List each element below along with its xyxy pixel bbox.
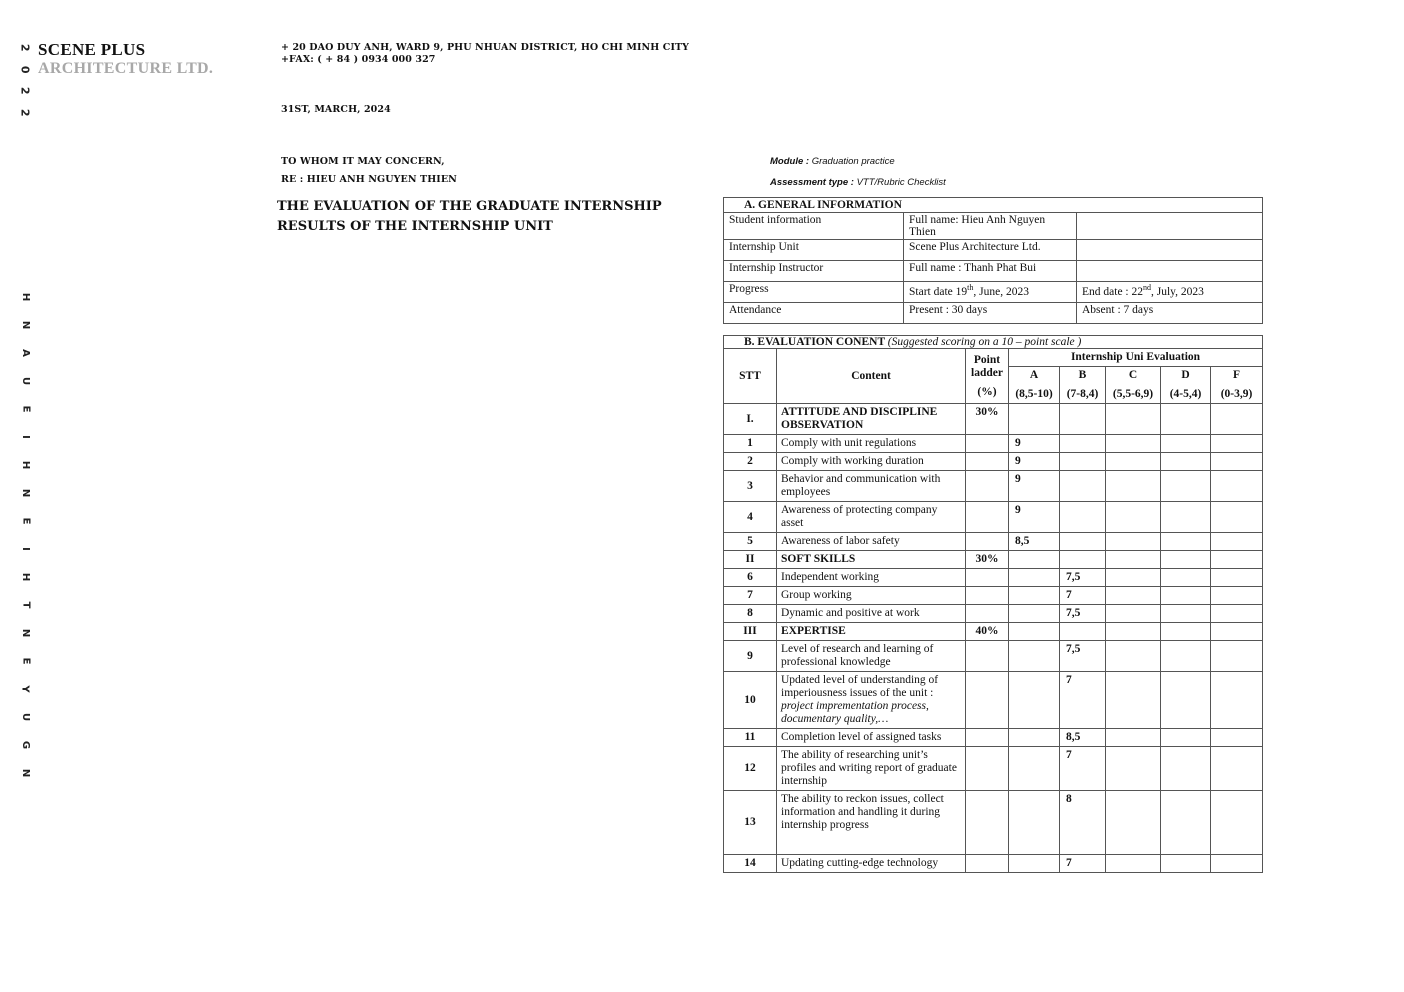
general-info-value: Present : 30 days: [904, 303, 1077, 324]
row-score-b: 7: [1060, 672, 1106, 729]
row-content: [777, 435, 966, 453]
row-score-f: [1211, 533, 1263, 551]
row-content: [777, 672, 966, 729]
header-content: Content: [777, 349, 966, 404]
row-percent: [966, 533, 1009, 551]
row-content: [777, 747, 966, 791]
criterion-row: [724, 569, 1263, 587]
company-logo-line2: ARCHITECTURE LTD.: [38, 60, 214, 77]
row-score-c: [1106, 587, 1161, 605]
grade-range: (0-3,9): [1220, 388, 1253, 400]
row-score-b: 7,5: [1060, 641, 1106, 672]
section-row: [724, 404, 1263, 435]
row-percent: [966, 672, 1009, 729]
row-score-f: [1211, 551, 1263, 569]
row-percent: [966, 729, 1009, 747]
row-content: [777, 502, 966, 533]
row-score-a: 8,5: [1009, 533, 1060, 551]
general-info-extra: [1077, 240, 1263, 261]
general-info-label: Attendance: [724, 303, 904, 324]
row-percent: [966, 453, 1009, 471]
section-row: [724, 551, 1263, 569]
grade-range: (5,5-6,9): [1112, 388, 1154, 400]
row-score-a: [1009, 404, 1060, 435]
row-content-text: ATTITUDE AND DISCIPLINE OBSERVATION: [781, 406, 938, 431]
row-score-b: [1060, 623, 1106, 641]
grade-letter: C: [1128, 369, 1138, 381]
row-score-c: [1106, 791, 1161, 855]
module-label: Module :: [770, 156, 810, 167]
row-score-f: [1211, 453, 1263, 471]
grade-letter: D: [1181, 369, 1190, 381]
side-name-char: H: [20, 292, 31, 302]
header-evaluation-group: Internship Uni Evaluation: [1009, 349, 1263, 367]
row-score-b: [1060, 471, 1106, 502]
row-percent: 30%: [966, 404, 1009, 435]
row-score-c: [1106, 747, 1161, 791]
row-score-f: [1211, 623, 1263, 641]
row-score-b: 7: [1060, 587, 1106, 605]
row-content-text: Independent working: [781, 571, 880, 583]
row-content-text: Awareness of labor safety: [781, 535, 900, 547]
row-score-d: [1161, 569, 1211, 587]
document-title-line1: THE EVALUATION OF THE GRADUATE INTERNSHIP: [277, 199, 662, 214]
general-info-value: Scene Plus Architecture Ltd.: [904, 240, 1077, 261]
row-score-a: [1009, 587, 1060, 605]
row-content: [777, 729, 966, 747]
row-score-a: [1009, 569, 1060, 587]
header-grade-d: [1161, 367, 1211, 404]
header-point-ladder: [966, 349, 1009, 404]
general-info-label: Student information: [724, 213, 904, 240]
criterion-row: [724, 453, 1263, 471]
row-stt: 3: [724, 471, 777, 502]
general-info-label: Internship Instructor: [724, 261, 904, 282]
row-content: [777, 551, 966, 569]
general-info-row: [724, 240, 1263, 261]
row-score-d: [1161, 791, 1211, 855]
criterion-row: [724, 533, 1263, 551]
general-info-label: Progress: [724, 282, 904, 303]
header-point-ladder-unit: (%): [977, 385, 997, 398]
side-name-char: U: [20, 376, 31, 386]
row-score-c: [1106, 533, 1161, 551]
row-content: [777, 623, 966, 641]
row-score-b: [1060, 533, 1106, 551]
side-name-char: N: [20, 768, 31, 778]
criterion-row: [724, 791, 1263, 855]
row-score-a: [1009, 729, 1060, 747]
row-stt: 12: [724, 747, 777, 791]
assessment-label: Assessment type :: [770, 177, 854, 188]
row-stt: 14: [724, 855, 777, 873]
general-info-title: A. GENERAL INFORMATION: [724, 198, 1263, 213]
row-score-f: [1211, 435, 1263, 453]
side-year-char: 2: [18, 108, 32, 117]
row-content: [777, 791, 966, 855]
row-stt: 6: [724, 569, 777, 587]
row-score-a: [1009, 623, 1060, 641]
row-score-f: [1211, 471, 1263, 502]
row-stt: 1: [724, 435, 777, 453]
row-percent: 40%: [966, 623, 1009, 641]
company-logo-line1: SCENE PLUS: [38, 40, 146, 59]
row-content: [777, 641, 966, 672]
module-value: Graduation practice: [811, 156, 895, 167]
row-stt: 2: [724, 453, 777, 471]
row-score-a: 9: [1009, 502, 1060, 533]
assessment-value: VTT/Rubric Checklist: [856, 177, 946, 188]
row-stt: 10: [724, 672, 777, 729]
assessment-line: [770, 177, 946, 188]
side-name-char: N: [20, 488, 31, 498]
header-grade-b: [1060, 367, 1106, 404]
row-score-b: [1060, 551, 1106, 569]
general-info-extra: [1077, 213, 1263, 240]
company-address: + 20 DAO DUY ANH, WARD 9, PHU NHUAN DISTRICT, HO CHI MINH CITY: [281, 42, 690, 53]
row-score-d: [1161, 747, 1211, 791]
row-score-c: [1106, 551, 1161, 569]
general-info-extra: End date : 22nd, July, 2023: [1077, 282, 1263, 303]
row-content: [777, 855, 966, 873]
criterion-row: [724, 435, 1263, 453]
row-stt: 7: [724, 587, 777, 605]
side-year-char: 0: [18, 65, 32, 74]
row-score-c: [1106, 641, 1161, 672]
row-score-a: [1009, 791, 1060, 855]
row-percent: [966, 569, 1009, 587]
general-info-label: Internship Unit: [724, 240, 904, 261]
row-score-c: [1106, 471, 1161, 502]
section-row: [724, 623, 1263, 641]
row-stt: 11: [724, 729, 777, 747]
row-score-f: [1211, 855, 1263, 873]
row-score-a: [1009, 672, 1060, 729]
row-score-b: 7,5: [1060, 569, 1106, 587]
row-content: [777, 587, 966, 605]
row-score-d: [1161, 471, 1211, 502]
company-fax: +FAX: ( + 84 ) 0934 000 327: [281, 54, 436, 65]
side-name-char: I: [19, 435, 31, 439]
evaluation-table: [723, 335, 1263, 873]
row-score-f: [1211, 729, 1263, 747]
row-percent: [966, 605, 1009, 623]
row-score-b: [1060, 502, 1106, 533]
side-name-char: N: [20, 320, 31, 330]
row-score-d: [1161, 551, 1211, 569]
grade-range: (8,5-10): [1015, 388, 1053, 400]
row-score-c: [1106, 855, 1161, 873]
row-score-c: [1106, 672, 1161, 729]
row-content: [777, 533, 966, 551]
row-score-a: [1009, 605, 1060, 623]
row-content-text: EXPERTISE: [781, 625, 846, 637]
side-name-char: H: [20, 572, 31, 582]
general-info-extra: Absent : 7 days: [1077, 303, 1263, 324]
row-percent: [966, 641, 1009, 672]
row-score-d: [1161, 855, 1211, 873]
row-stt: 8: [724, 605, 777, 623]
grade-letter: B: [1078, 369, 1087, 381]
criterion-row: [724, 605, 1263, 623]
row-stt: III: [724, 623, 777, 641]
side-year-char: 2: [18, 43, 32, 52]
row-stt: 5: [724, 533, 777, 551]
row-score-f: [1211, 404, 1263, 435]
row-percent: 30%: [966, 551, 1009, 569]
row-percent: [966, 435, 1009, 453]
general-info-table: [723, 197, 1263, 324]
row-content-text: Updating cutting-edge technology: [781, 857, 939, 869]
evaluation-title-text: B. EVALUATION CONENT: [744, 336, 885, 348]
grade-range: (4-5,4): [1169, 388, 1202, 400]
row-content: [777, 404, 966, 435]
side-name-char: I: [19, 547, 31, 551]
row-score-b: [1060, 435, 1106, 453]
row-content-text: Level of research and learning of professional knowledge: [781, 643, 934, 668]
general-info-row: [724, 282, 1263, 303]
row-percent: [966, 791, 1009, 855]
row-content: [777, 605, 966, 623]
row-content: [777, 471, 966, 502]
row-percent: [966, 471, 1009, 502]
salutation: TO WHOM IT MAY CONCERN,: [281, 156, 445, 167]
side-name-char: Y: [20, 685, 31, 693]
side-name-char: U: [20, 712, 31, 722]
criterion-row: [724, 587, 1263, 605]
row-content-text: The ability to reckon issues, collect information and handling it during internship progress: [781, 793, 944, 831]
row-score-c: [1106, 605, 1161, 623]
general-info-extra: [1077, 261, 1263, 282]
row-score-f: [1211, 569, 1263, 587]
row-score-c: [1106, 569, 1161, 587]
criterion-row: [724, 502, 1263, 533]
row-score-c: [1106, 502, 1161, 533]
row-score-b: 7: [1060, 855, 1106, 873]
row-score-f: [1211, 641, 1263, 672]
row-score-a: 9: [1009, 453, 1060, 471]
row-percent: [966, 587, 1009, 605]
side-name-char: E: [20, 657, 31, 665]
row-score-d: [1161, 502, 1211, 533]
row-score-a: 9: [1009, 471, 1060, 502]
row-score-b: 8: [1060, 791, 1106, 855]
row-score-d: [1161, 404, 1211, 435]
row-score-f: [1211, 502, 1263, 533]
row-score-a: [1009, 551, 1060, 569]
row-score-f: [1211, 791, 1263, 855]
criterion-row: [724, 747, 1263, 791]
evaluation-subtitle: (Suggested scoring on a 10 – point scale ): [887, 336, 1082, 348]
letter-date: 31ST, MARCH, 2024: [281, 104, 391, 115]
row-score-f: [1211, 747, 1263, 791]
row-content-text: Comply with unit regulations: [781, 437, 917, 449]
document-title: [277, 197, 662, 237]
side-name-char: A: [20, 349, 31, 357]
side-year: [17, 37, 33, 123]
side-name-char: E: [20, 517, 31, 525]
header-grade-f: [1211, 367, 1263, 404]
row-stt: I.: [724, 404, 777, 435]
module-line: [770, 156, 895, 167]
row-content-italic: project imprementation process, documentary quality,…: [781, 700, 929, 725]
row-score-c: [1106, 729, 1161, 747]
criterion-row: [724, 729, 1263, 747]
row-score-a: 9: [1009, 435, 1060, 453]
row-score-b: [1060, 453, 1106, 471]
row-score-a: [1009, 641, 1060, 672]
general-info-row: [724, 303, 1263, 324]
regarding-line: RE : HIEU ANH NGUYEN THIEN: [281, 174, 457, 185]
side-name-char: H: [20, 460, 31, 470]
header-grade-a: [1009, 367, 1060, 404]
row-score-d: [1161, 533, 1211, 551]
general-info-value: Full name : Thanh Phat Bui: [904, 261, 1077, 282]
row-score-b: 7,5: [1060, 605, 1106, 623]
row-content-text: Behavior and communication with employees: [781, 473, 941, 498]
row-score-c: [1106, 453, 1161, 471]
general-info-value: Full name: Hieu Anh Nguyen Thien: [904, 213, 1077, 240]
row-score-d: [1161, 623, 1211, 641]
row-score-f: [1211, 672, 1263, 729]
row-score-b: 8,5: [1060, 729, 1106, 747]
side-name-char: N: [20, 628, 31, 638]
side-name-char: E: [20, 405, 31, 413]
row-score-c: [1106, 435, 1161, 453]
row-content: [777, 569, 966, 587]
criterion-row: [724, 471, 1263, 502]
criterion-row: [724, 672, 1263, 729]
grade-range: (7-8,4): [1066, 388, 1099, 400]
row-stt: 9: [724, 641, 777, 672]
side-name-char: T: [19, 601, 31, 609]
row-content-text: SOFT SKILLS: [781, 553, 856, 565]
row-content-text: Dynamic and positive at work: [781, 607, 920, 619]
row-content-text: Comply with working duration: [781, 455, 924, 467]
row-stt: II: [724, 551, 777, 569]
general-info-value: Start date 19th, June, 2023: [904, 282, 1077, 303]
header-grade-c: [1106, 367, 1161, 404]
row-content-text: Completion level of assigned tasks: [781, 731, 942, 743]
row-score-d: [1161, 729, 1211, 747]
row-percent: [966, 855, 1009, 873]
row-percent: [966, 502, 1009, 533]
row-content: [777, 453, 966, 471]
row-content-text: Awareness of protecting company asset: [781, 504, 938, 529]
row-score-d: [1161, 453, 1211, 471]
row-content-text: The ability of researching unit’s profiles and writing report of graduate internship: [781, 749, 957, 787]
row-score-d: [1161, 672, 1211, 729]
row-score-a: [1009, 747, 1060, 791]
general-info-row: [724, 261, 1263, 282]
row-stt: 4: [724, 502, 777, 533]
side-year-char: 2: [18, 86, 32, 95]
row-score-f: [1211, 587, 1263, 605]
row-score-d: [1161, 435, 1211, 453]
document-title-line2: RESULTS OF THE INTERNSHIP UNIT: [277, 219, 553, 234]
header-point-ladder-text: Point ladder: [971, 353, 1003, 379]
row-score-b: [1060, 404, 1106, 435]
row-score-d: [1161, 605, 1211, 623]
row-score-a: [1009, 855, 1060, 873]
row-content-text: Updated level of understanding of imperiousness issues of the unit :: [781, 674, 939, 699]
header-stt: STT: [724, 349, 777, 404]
row-score-d: [1161, 587, 1211, 605]
criterion-row: [724, 855, 1263, 873]
grade-letter: F: [1232, 369, 1241, 381]
row-score-c: [1106, 404, 1161, 435]
row-score-f: [1211, 605, 1263, 623]
row-score-c: [1106, 623, 1161, 641]
row-score-b: 7: [1060, 747, 1106, 791]
row-stt: 13: [724, 791, 777, 855]
row-content-text: Group working: [781, 589, 852, 601]
side-name: [17, 283, 33, 787]
row-percent: [966, 747, 1009, 791]
criterion-row: [724, 641, 1263, 672]
grade-letter: A: [1029, 369, 1039, 381]
general-info-row: [724, 213, 1263, 240]
evaluation-title: [724, 336, 1263, 349]
row-score-d: [1161, 641, 1211, 672]
side-name-char: G: [20, 740, 31, 750]
